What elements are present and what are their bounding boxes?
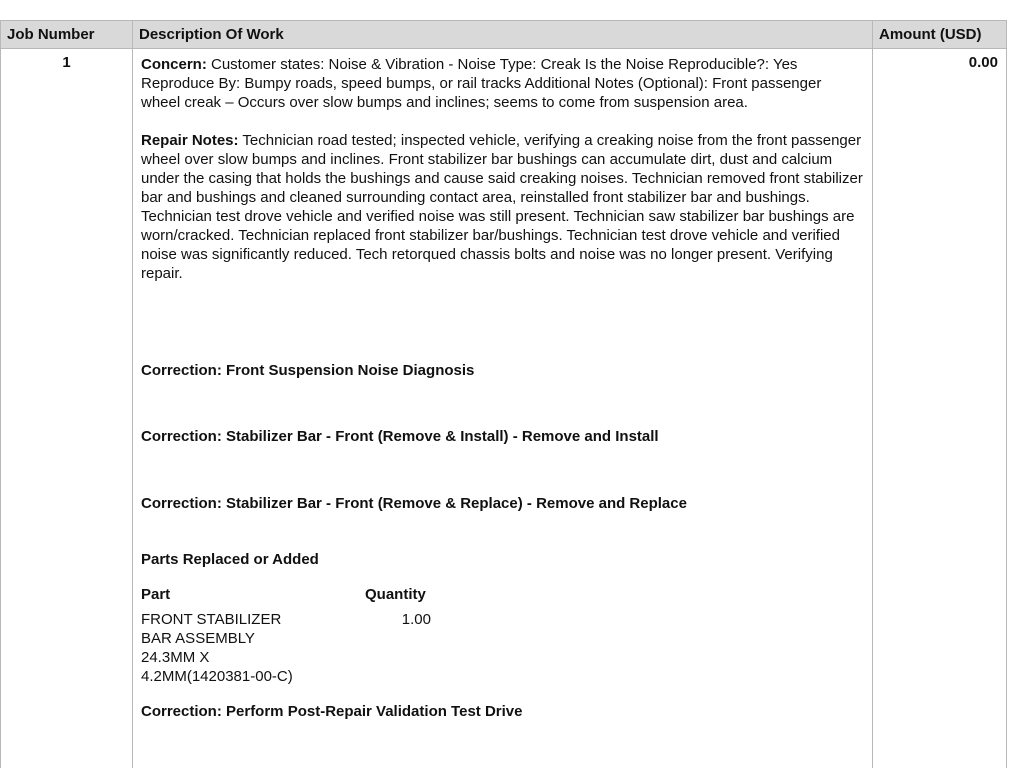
repair-notes-paragraph	[141, 131, 864, 283]
header-job-number: Job Number	[1, 21, 133, 49]
jobs-table	[0, 20, 1007, 768]
repair-notes-text: Technician road tested; inspected vehicle, verifying a creaking noise from the front passenger wheel over slow bumps and inclines. Front stabilizer bar bushings can accumulate dirt, dust and calcium under the casing that holds the bushings and cause said creaking noises. Technician removed front stabilizer bar and bushings and cleaned surrounding contact area, reinstalled front stabilizer bar and bushings. Technician test drove vehicle and verified noise was still present. Technician saw stabilizer bar bushings are worn/cracked. Technician replaced front stabilizer bar/bushings. Technician test drove vehicle and verified noise was significantly reduced. Tech retorqued chassis bolts and noise was no longer present. Verifying repair.	[141, 132, 863, 282]
table-header-row	[1, 21, 1007, 49]
concern-text: Customer states: Noise & Vibration - Noise Type: Creak Is the Noise Reproducible?: Yes Reproduce By: Bumpy roads, speed bumps, or rail tracks Additional Notes (Optional): Front passenger wheel creak – Occurs over slow bumps and inclines; seems to come from suspension area.	[141, 56, 822, 111]
parts-title: Parts Replaced or Added	[141, 551, 319, 568]
repair-notes-label: Repair Notes:	[141, 132, 239, 149]
table-row	[1, 49, 1007, 768]
description-cell	[133, 49, 873, 768]
correction-line: Correction: Stabilizer Bar - Front (Remove & Replace) - Remove and Replace	[141, 495, 687, 512]
correction-line: Correction: Stabilizer Bar - Front (Remove & Install) - Remove and Install	[141, 428, 659, 445]
part-quantity: 1.00	[401, 611, 431, 628]
part-name: FRONT STABILIZER BAR ASSEMBLY 24.3MM X 4.2MM(1420381-00-C)	[141, 611, 293, 685]
parts-list	[141, 585, 864, 686]
correction-line: Correction: Perform Post-Repair Validation Test Drive	[141, 703, 523, 720]
parts-header-quantity: Quantity	[365, 586, 426, 603]
concern-paragraph	[141, 55, 864, 112]
job-number-cell: 1	[1, 49, 133, 768]
correction-line: Correction: Front Suspension Noise Diagnosis	[141, 362, 475, 379]
header-description: Description Of Work	[133, 21, 873, 49]
header-amount: Amount (USD)	[873, 21, 1007, 49]
concern-label: Concern:	[141, 56, 207, 73]
amount-cell: 0.00	[873, 49, 1007, 768]
parts-header-part: Part	[141, 586, 171, 603]
